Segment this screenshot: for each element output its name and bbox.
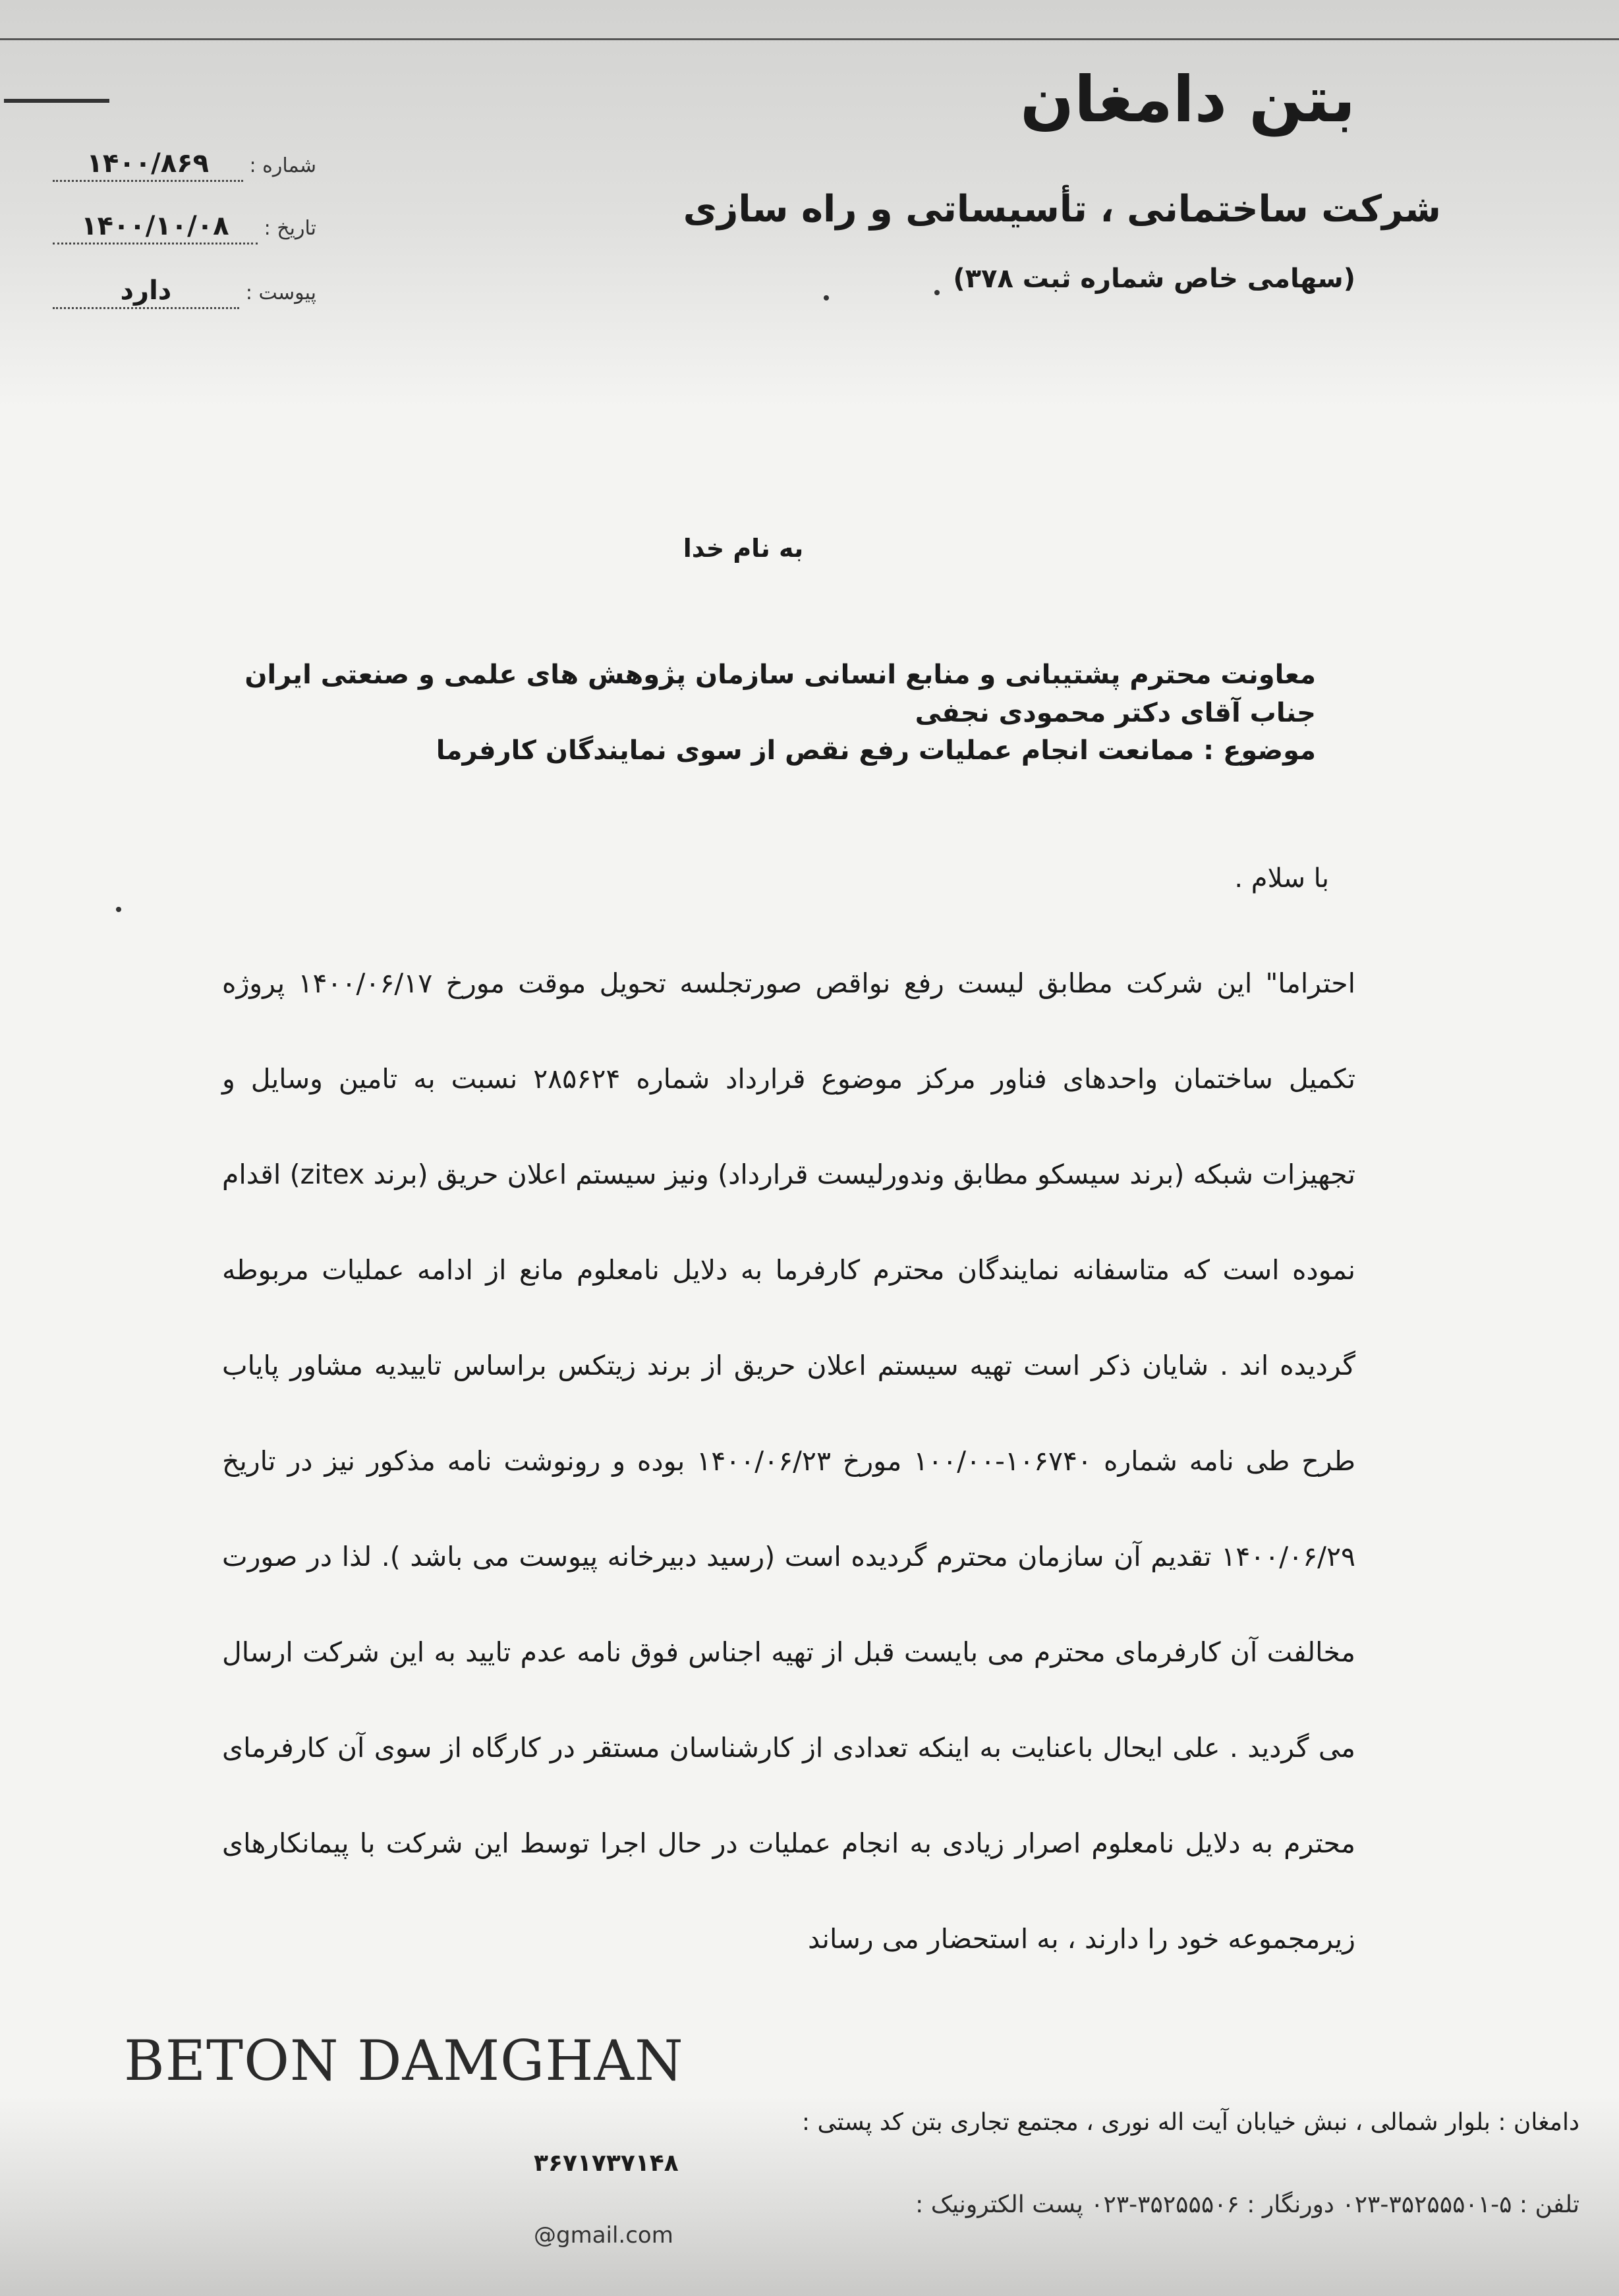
footer-brand-latin: BETON DAMGHAN <box>124 2028 684 2093</box>
meta-number-label: شماره : <box>249 154 316 177</box>
scan-speck <box>934 290 940 295</box>
letterhead-registration: (سهامی خاص شماره ثبت ۳۷۸) <box>953 264 1355 294</box>
greeting: با سلام . <box>1234 863 1329 894</box>
scan-speck <box>824 295 829 301</box>
addressee-line-2: جناب آقای دکتر محمودی نجفی <box>915 698 1316 728</box>
bismillah-heading: به نام خدا <box>683 534 804 563</box>
scan-speck <box>116 907 121 912</box>
meta-date-label: تاریخ : <box>264 217 316 240</box>
addressee-line-1: معاونت محترم پشتیبانی و منابع انسانی سازمان پژوهش های علمی و صنعتی ایران <box>244 660 1316 690</box>
corner-mark <box>4 99 109 103</box>
meta-date-value: ۱۴۰۰/۱۰/۰۸ <box>53 211 258 244</box>
meta-attachment-label: پیوست : <box>245 281 316 304</box>
meta-attachment-value: دارد <box>53 275 239 309</box>
letterhead-company: شرکت ساختمانی ، تأسیساتی و راه سازی <box>683 188 1441 231</box>
meta-number <box>53 148 316 182</box>
letter-body: احتراما" این شرکت مطابق لیست رفع نواقص صورتجلسه تحویل موقت مورخ ۱۴۰۰/۰۶/۱۷ پروژه تکمیل ساختمان واحدهای فناور مرکز موضوع قرارداد شماره ۲۸۵۶۲۴ نسبت به تامین وسایل و تجهیزات شبکه (برند سیسکو مطابق وندورلیست قرارداد) ونیز سیستم اعلان حریق (برند zitex) اقدام نموده است که متاسفانه نمایندگان محترم کارفرما به دلایل نامعلوم مانع از ادامه عملیات مربوطه گردیده اند . شایان ذکر است تهیه سیستم اعلان حریق از برند زیتکس براساس تاییدیه مشاور پایاب طرح طی نامه شماره ۱۰۶۷۴۰-۱۰۰/۰۰ مورخ ۱۴۰۰/۰۶/۲۳ بوده و رونوشت نامه مذکور نیز در تاریخ ۱۴۰۰/۰۶/۲۹ تقدیم آن سازمان محترم گردیده است (رسید دبیرخانه پیوست می باشد ). لذا در صورت مخالفت آن کارفرمای محترم می بایست قبل از تهیه اجناس فوق نامه عدم تایید به این شرکت ارسال می گردید . علی ایحال باعنایت به اینکه تعدادی از کارشناسان مستقر در کارگاه از سوی آن کارفرمای محترم به دلایل نامعلوم اصرار زیادی به انجام عملیات در حال اجرا توسط این شرکت با پیمانکارهای زیرمجموعه خود را دارند ، به استحضار می رساند <box>222 967 1355 1955</box>
footer-address: دامغان : بلوار شمالی ، نبش خیابان آیت اله نوری ، مجتمع تجاری بتن کد پستی : <box>801 2109 1579 2136</box>
letterhead-brand: بتن دامغان <box>1020 63 1355 136</box>
meta-attachment <box>53 275 316 309</box>
page-edge-line <box>0 38 1619 40</box>
addressee-line-3: موضوع : ممانعت انجام عملیات رفع نقص از سوی نمایندگان کارفرما <box>436 735 1316 766</box>
meta-date <box>53 211 316 244</box>
footer-email: @gmail.com <box>534 2222 673 2249</box>
footer-contact: تلفن : ۵-۳۵۲۵۵۵۰۱-۰۲۳ دورنگار : ۳۵۲۵۵۵۰۶-۰۲۳ پست الکترونیک : <box>915 2191 1579 2218</box>
meta-number-value: ۱۴۰۰/۸۶۹ <box>53 148 243 182</box>
footer-postal-code: ۳۶۷۱۷۳۷۱۴۸ <box>534 2150 679 2177</box>
